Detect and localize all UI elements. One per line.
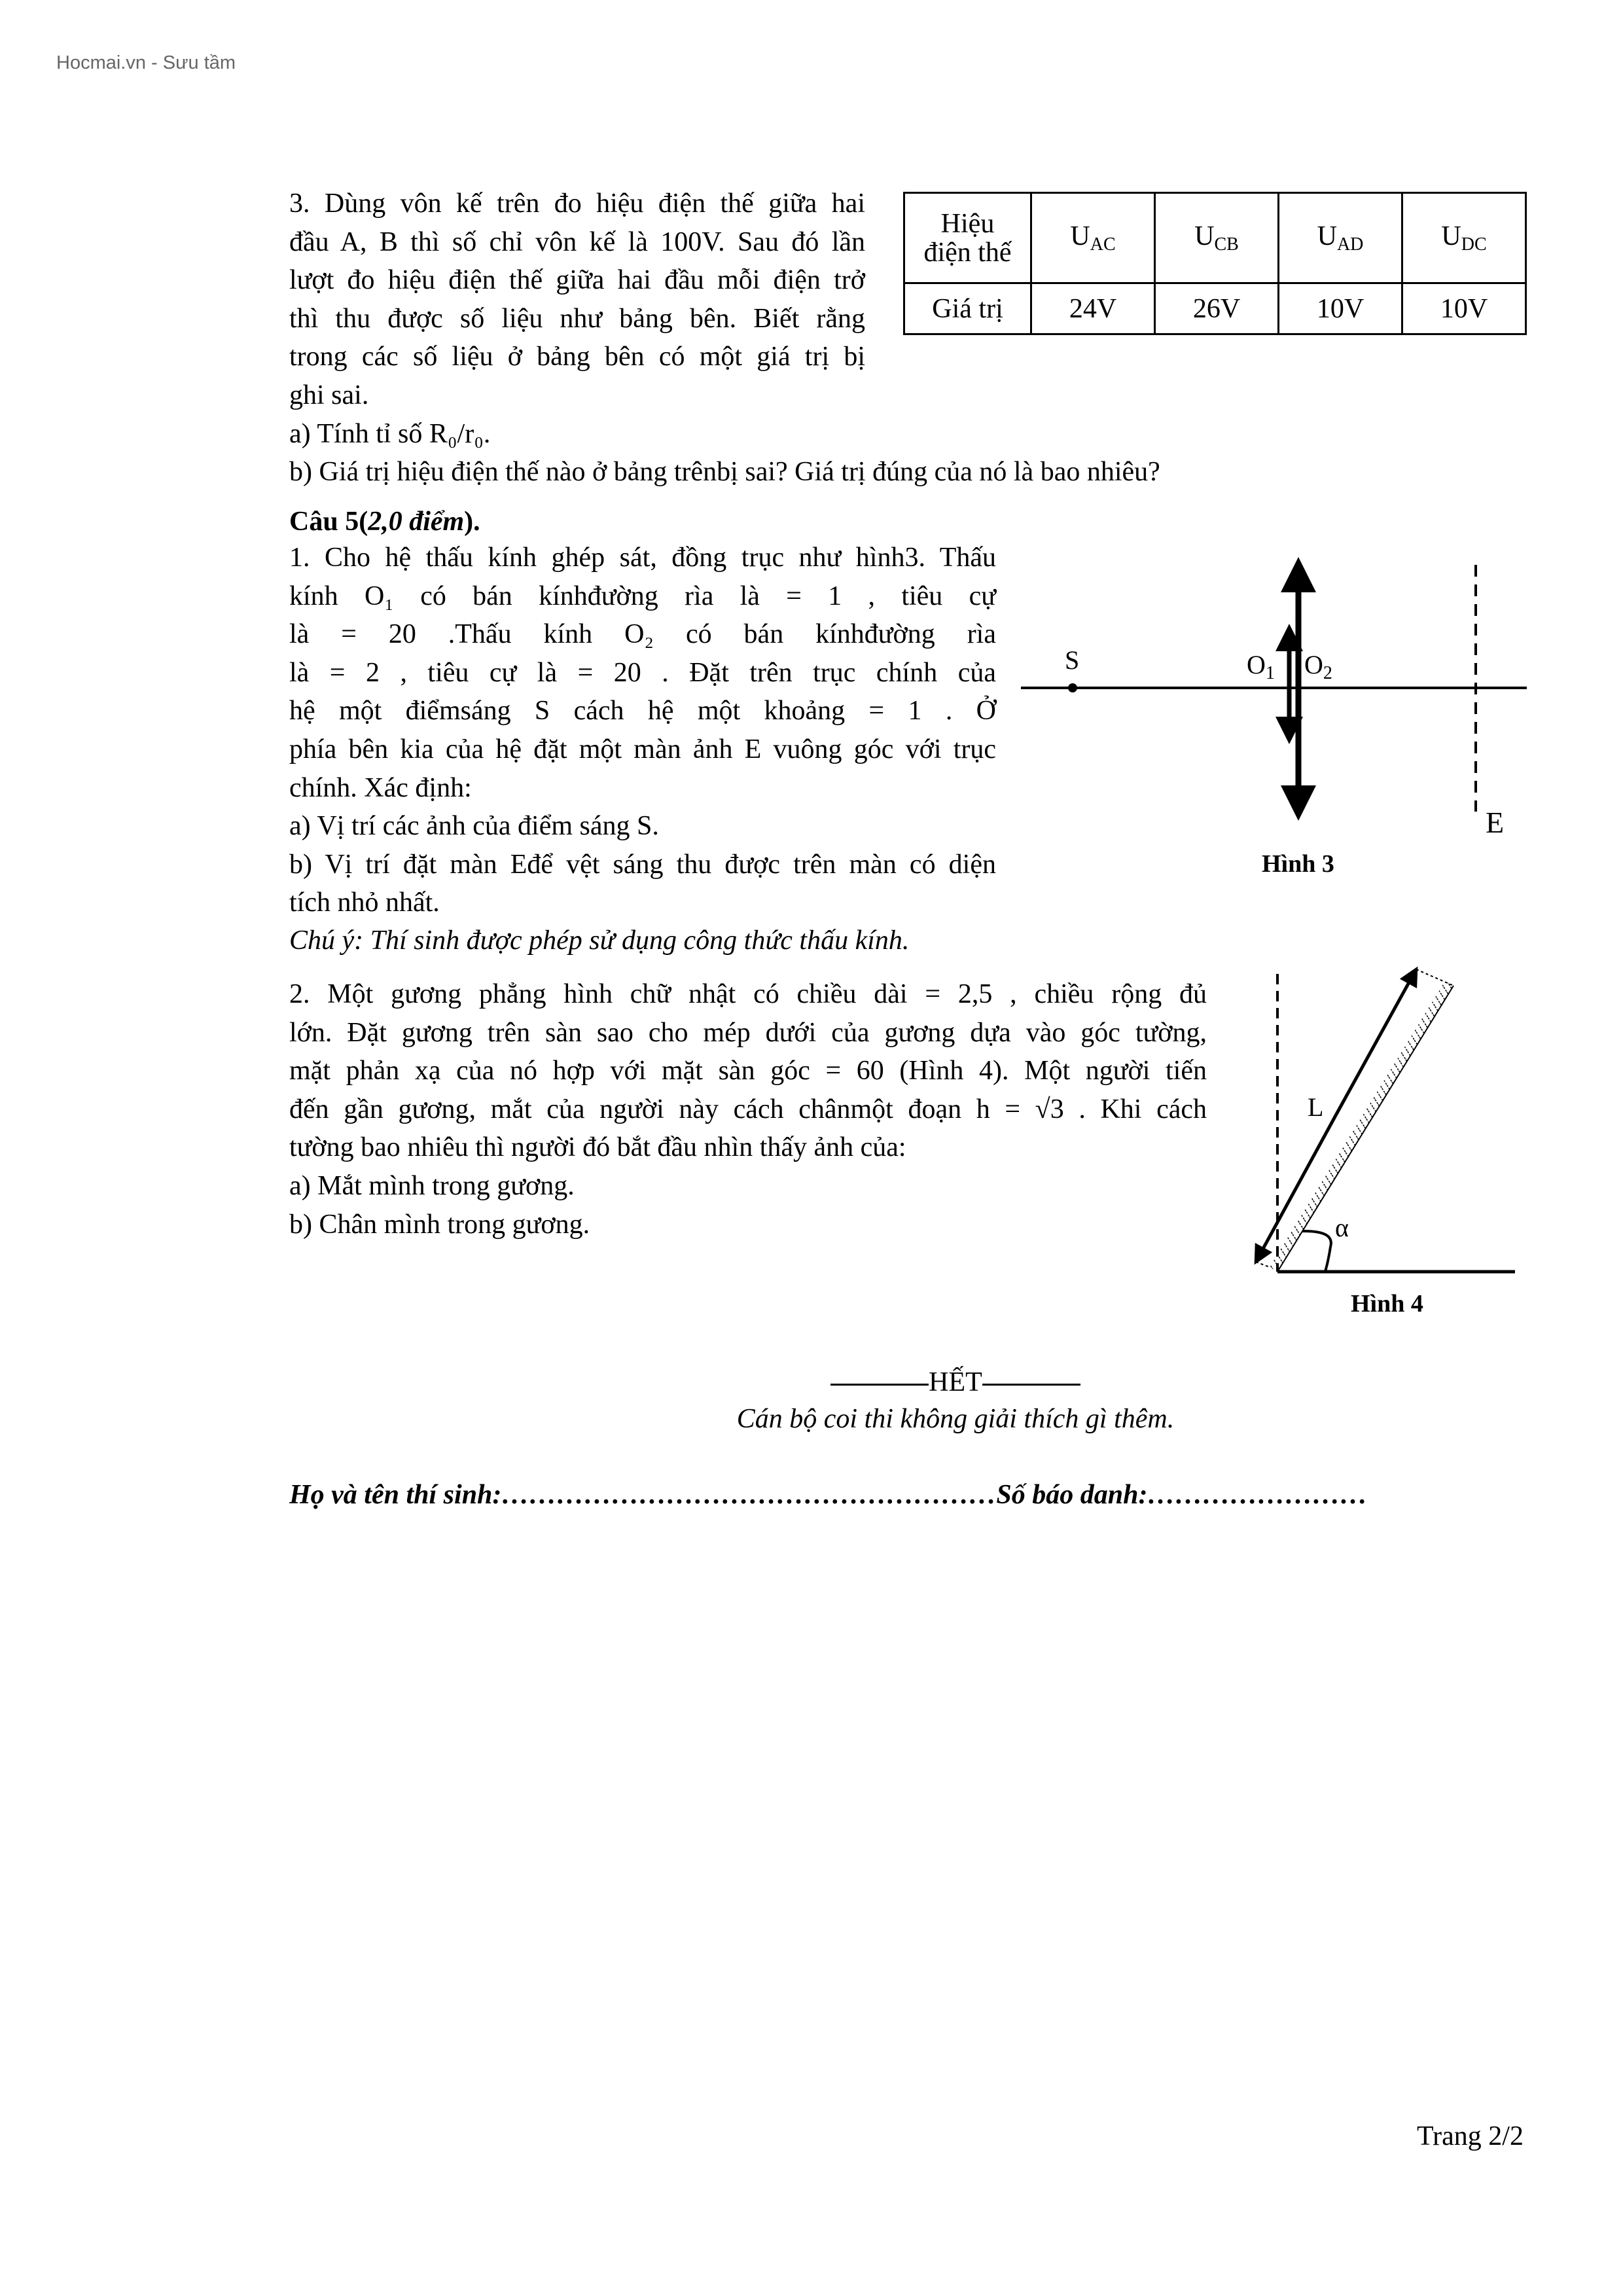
source-header: Hocmai.vn - Sưu tầm [56, 52, 236, 73]
label-o1-main: O [1247, 650, 1266, 679]
candidate-info-line [289, 1479, 1526, 1511]
candidate-name-field: ……………………………………………… [501, 1480, 997, 1510]
text-line: b) Chân mình trong gương. [289, 1209, 590, 1240]
end-rule-right [982, 1384, 1080, 1386]
text-line: chính. Xác định: [289, 772, 472, 803]
text-line: là = 20 .Thấu kính O₂ có bán kínhđường rìa [289, 619, 996, 650]
figure-4-mirror-diagram [1256, 969, 1515, 1272]
text-line: a) Mắt mình trong gương. [289, 1170, 575, 1201]
label-alpha: α [1335, 1213, 1349, 1242]
q5-note: Chú ý: Thí sinh được phép sử dụng công thức thấu kính. [289, 925, 910, 956]
figure-4-caption: Hình 4 [1351, 1290, 1423, 1318]
value-cell: 10V [1279, 283, 1402, 334]
value-cell: 24V [1031, 283, 1155, 334]
text-line: phía bên kia của hệ đặt một màn ảnh E vuông góc với trục [289, 734, 996, 764]
text-line: kính O₁ có bán kínhđường rìa là = 1 , tiêu cự [289, 581, 996, 611]
text-line: là = 2 , tiêu cự là = 20 . Đặt trên trục chính của [289, 657, 996, 688]
value-cell: 10V [1402, 283, 1526, 334]
header-label: điện thế [923, 237, 1012, 268]
col-sub: AC [1090, 234, 1116, 255]
label-o2-sub: 2 [1323, 663, 1332, 683]
text-line: thì thu được số liệu như bảng bên. Biết rằng [289, 303, 865, 334]
text-line: b) Giá trị hiệu điện thế nào ở bảng trênbị sai? Giá trị đúng của nó là bao nhiêu? [289, 457, 1160, 488]
text-line: mặt phản xạ của nó hợp với mặt sàn góc = 60 (Hình 4). Một người tiến [289, 1056, 1207, 1086]
text-line: 1. Cho hệ thấu kính ghép sát, đồng trục như hình3. Thấu [289, 543, 996, 573]
text-line: tường bao nhiêu thì người đó bắt đầu nhìn thấy ảnh của: [289, 1132, 906, 1163]
value-cell: 26V [1155, 283, 1279, 334]
label-o1 [1247, 649, 1275, 684]
q5-title-prefix: Câu 5( [289, 507, 368, 537]
label-l: L [1308, 1092, 1324, 1122]
text-line: lớn. Đặt gương trên sàn sao cho mép dưới của gương dựa vào góc tường, [289, 1017, 1207, 1048]
text-line: b) Vị trí đặt màn Eđể vệt sáng thu được trên màn có diện [289, 849, 996, 880]
text-line: đến gần gương, mắt của người này cách chânmột đoạn h = √3 . Khi cách [289, 1094, 1207, 1124]
header-label: Hiệu [940, 208, 995, 239]
end-rule-left [830, 1384, 929, 1386]
col-label: U [1441, 221, 1461, 252]
mirror-hatch [1270, 981, 1454, 1272]
text-line: tích nhỏ nhất. [289, 888, 440, 918]
label-o1-sub: 1 [1265, 663, 1275, 683]
col-sub: DC [1461, 234, 1487, 255]
proctor-note: Cán bộ coi thi không giải thích gì thêm. [736, 1404, 1175, 1434]
angle-arc [1302, 1231, 1331, 1272]
q5-points: 2,0 điểm [368, 507, 465, 537]
figure-3-optics-diagram [1021, 563, 1527, 815]
col-sub: CB [1214, 234, 1239, 255]
col-sub: AD [1336, 234, 1364, 255]
text-line: a) Vị trí các ảnh của điểm sáng S. [289, 811, 659, 842]
text-line: đầu A, B thì số chỉ vôn kế là 100V. Sau đó lần [289, 226, 865, 257]
row-header-value: Giá trị [904, 283, 1031, 334]
text-line: lượt đo hiệu điện thế giữa hai đầu mỗi điện trở [289, 265, 865, 296]
page-number: Trang 2/2 [1417, 2121, 1524, 2151]
light-source-point [1068, 683, 1077, 692]
end-marker [802, 1367, 1109, 1398]
figure-3-caption: Hình 3 [1262, 850, 1334, 878]
label-o2-main: O [1304, 650, 1323, 679]
candidate-name-label: Họ và tên thí sinh: [289, 1480, 502, 1510]
text-line: 3. Dùng vôn kế trên đo hiệu điện thế giữa hai [289, 188, 865, 219]
candidate-id-label: Số báo danh: [996, 1480, 1148, 1510]
candidate-id-field: …………………… [1147, 1480, 1368, 1510]
end-text: HẾT [929, 1367, 982, 1397]
q5-title-suffix: ). [464, 507, 480, 537]
col-label: U [1070, 221, 1090, 252]
col-label: U [1194, 221, 1215, 252]
text-line: hệ một điểmsáng S cách hệ một khoảng = 1 . Ở [289, 696, 996, 726]
col-label: U [1317, 221, 1337, 252]
text-line: a) Tính tỉ số R₀/r₀. [289, 418, 491, 449]
text-line: 2. Một gương phẳng hình chữ nhật có chiều dài = 2,5 , chiều rộng đủ [289, 979, 1207, 1009]
mirror-surface [1277, 986, 1454, 1272]
label-e: E [1486, 806, 1505, 839]
dim-extension-bottom [1256, 1262, 1270, 1267]
label-s: S [1065, 645, 1080, 675]
text-line: ghi sai. [289, 380, 369, 410]
label-o2 [1304, 649, 1332, 684]
text-line: trong các số liệu ở bảng bên có một giá trị bị [289, 342, 865, 372]
